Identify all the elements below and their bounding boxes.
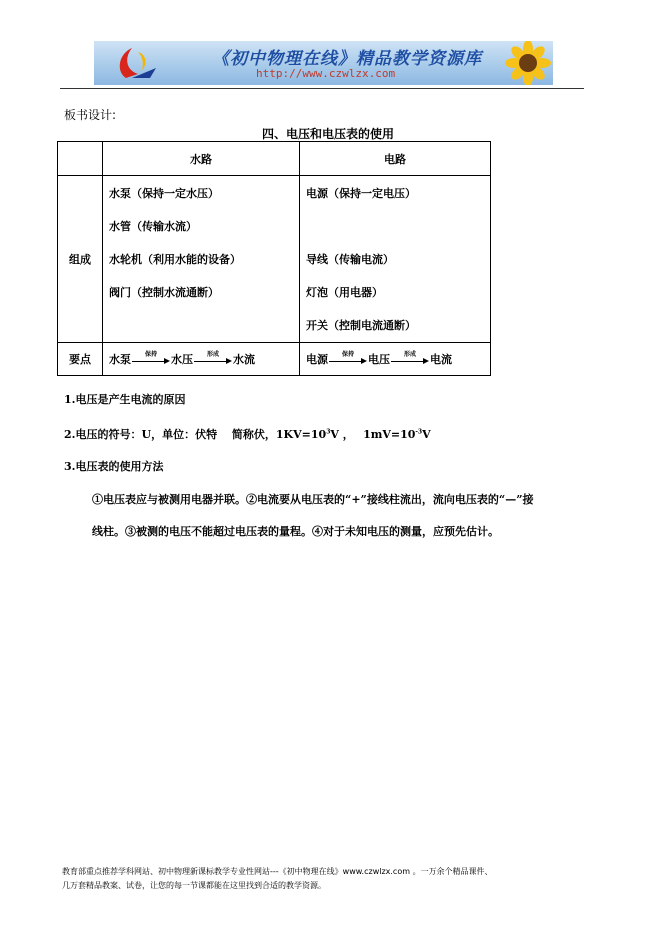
- point-2-text-end: V: [422, 428, 431, 441]
- banner-title: 《初中物理在线》精品教学资源库: [212, 49, 482, 69]
- header-banner: [94, 41, 553, 85]
- water-key-flow: 水流: [233, 353, 255, 366]
- table-row-composition: [58, 176, 491, 343]
- arrow-label: 形成: [403, 351, 416, 358]
- form-arrow-icon: [391, 351, 429, 366]
- circuit-key-current: 电流: [430, 353, 452, 366]
- maintain-arrow-icon: [329, 351, 367, 366]
- water-key-pressure: 水压: [171, 353, 193, 366]
- circuit-item: [306, 210, 484, 243]
- circuit-item: 灯泡（用电器）: [306, 285, 383, 299]
- water-key-pump: 水泵: [109, 353, 131, 366]
- arrow-label: 保持: [341, 351, 354, 358]
- point-2-text-mid: V ， 1mV=10: [330, 428, 416, 441]
- circuit-item: 开关（控制电流通断）: [306, 318, 416, 332]
- section-title: 四、电压和电压表的使用: [262, 127, 395, 141]
- footer-line: 几万套精品教案、试卷，让您的每一节课都能在这里找到合适的教学资源。: [62, 881, 326, 890]
- point-2: [64, 426, 431, 442]
- water-components-cell: [103, 176, 300, 343]
- arrow-label: 形成: [206, 351, 219, 358]
- point-1: 1.电压是产生电流的原因: [64, 393, 186, 406]
- sunflower-icon: [498, 41, 553, 85]
- table-corner-cell: [58, 142, 103, 176]
- banner-url: http://www.czwlzx.com: [256, 67, 396, 80]
- water-item: 水管（传输水流）: [109, 219, 197, 233]
- czwlzx-logo-icon: [112, 44, 158, 82]
- water-item: 水泵（保持一定水压）: [109, 186, 219, 200]
- water-item: 阀门（控制水流通断）: [109, 285, 219, 299]
- point-3-line-1: ①电压表应与被测用电器并联。②电流要从电压表的“+”接线柱流出，流向电压表的“—”接: [92, 493, 534, 506]
- point-2-exponent: 3: [326, 428, 331, 436]
- board-design-label: 板书设计:: [64, 108, 117, 122]
- circuit-item: 电源（保持一定电压）: [306, 186, 416, 200]
- circuit-components-cell: [300, 176, 491, 343]
- arrow-label: 保持: [144, 351, 157, 358]
- header-water: 水路: [103, 142, 300, 176]
- water-key-cell: [103, 343, 300, 376]
- point-2-text: 2.电压的符号：U，单位：伏特 简称伏，1KV=10: [64, 428, 327, 441]
- row-label-composition: 组成: [58, 176, 103, 343]
- form-arrow-icon: [194, 351, 232, 366]
- circuit-key-voltage: 电压: [368, 353, 390, 366]
- circuit-key-cell: [300, 343, 491, 376]
- maintain-arrow-icon: [132, 351, 170, 366]
- row-label-key-points: 要点: [58, 343, 103, 376]
- water-item: 水轮机（利用水能的设备）: [109, 252, 241, 266]
- water-item: [109, 309, 293, 342]
- point-3: 3.电压表的使用方法: [64, 460, 164, 473]
- footer-line: 教育部重点推荐学科网站、初中物理新课标教学专业性网站---《初中物理在线》www.czwlzx.com 。一万余个精品课件、: [62, 867, 493, 876]
- water-circuit-table: [57, 141, 491, 376]
- header-rule: [60, 88, 584, 89]
- page-footer: [62, 865, 602, 893]
- circuit-item: 导线（传输电流）: [306, 252, 394, 266]
- header-circuit: 电路: [300, 142, 491, 176]
- table-header-row: [58, 142, 491, 176]
- circuit-key-source: 电源: [306, 353, 328, 366]
- table-row-key-points: [58, 343, 491, 376]
- point-2-exponent: -3: [415, 428, 423, 436]
- point-3-line-2: 线柱。③被测的电压不能超过电压表的量程。④对于未知电压的测量，应预先估计。: [92, 525, 499, 538]
